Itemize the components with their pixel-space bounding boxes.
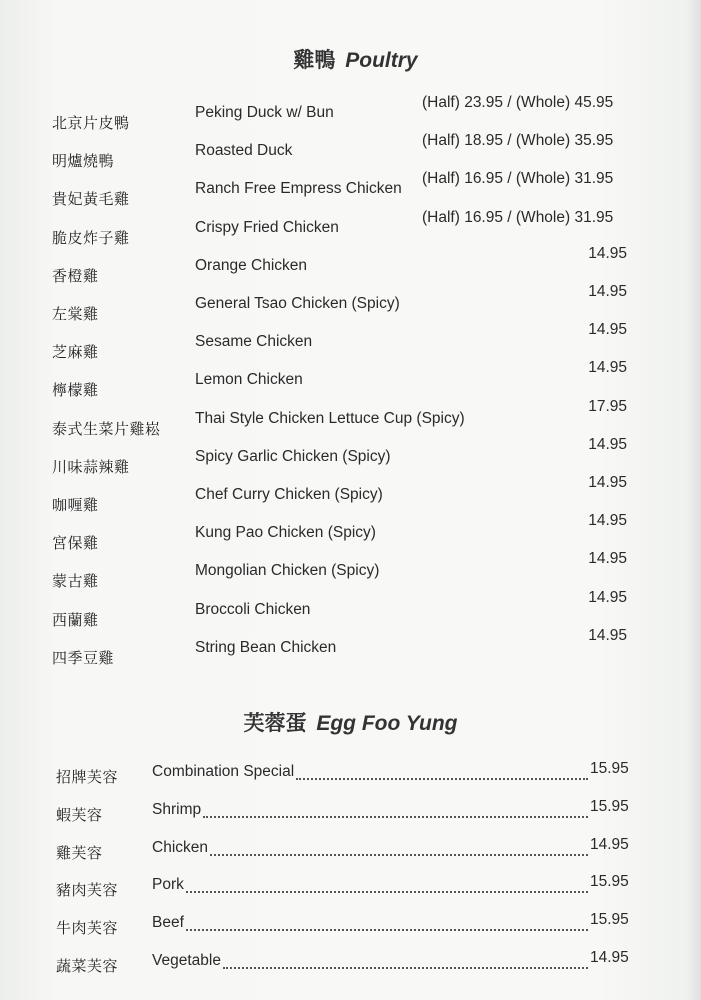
menu-item-name-zh: 明爐燒鴨 xyxy=(52,152,115,171)
menu-item-name-zh: 香橙雞 xyxy=(52,266,99,285)
menu-item-name-zh: 豬肉芙容 xyxy=(56,881,119,900)
menu-item-name-en: Orange Chicken xyxy=(195,256,308,274)
menu-item-price: (Half) 16.95 / (Whole) 31.95 xyxy=(422,208,614,226)
menu-item-name-en: Thai Style Chicken Lettuce Cup (Spicy) xyxy=(195,409,465,427)
menu-item-name-zh: 泰式生菜片雞崧 xyxy=(52,419,161,438)
menu-item-name-en: Sesame Chicken xyxy=(195,333,313,351)
dotted-leader xyxy=(296,778,588,780)
menu-item-name-en: Peking Duck w/ Bun xyxy=(195,104,334,121)
menu-item-price: 14.95 xyxy=(588,550,627,568)
menu-item-name-zh: 芝麻雞 xyxy=(52,343,99,362)
menu-item-price: 14.95 xyxy=(588,626,627,644)
dotted-leader xyxy=(210,854,588,856)
menu-item-row xyxy=(0,796,701,830)
menu-item-name-en: Lemon Chicken xyxy=(195,371,303,389)
menu-item-name-zh: 雞芙容 xyxy=(56,843,103,862)
menu-item-price: 14.95 xyxy=(588,512,627,530)
menu-item-name-en: Kung Pao Chicken (Spicy) xyxy=(195,524,376,542)
menu-item-name-zh: 檸檬雞 xyxy=(52,381,99,400)
dotted-leader xyxy=(186,929,588,931)
menu-item-price: 15.95 xyxy=(590,873,629,891)
menu-item-name-zh: 蔬菜芙容 xyxy=(56,957,119,975)
menu-item-name-en: Ranch Free Empress Chicken xyxy=(195,180,402,198)
menu-item-name-en: Crispy Fried Chicken xyxy=(195,218,339,236)
menu-item-row xyxy=(0,626,701,673)
menu-item-price: (Half) 18.95 / (Whole) 35.95 xyxy=(422,132,614,150)
menu-item-name-en: General Tsao Chicken (Spicy) xyxy=(195,295,400,312)
menu-item-price: 14.95 xyxy=(588,244,627,262)
menu-item-price: 14.95 xyxy=(590,949,629,966)
menu-item-name-zh: 左棠雞 xyxy=(52,305,99,323)
egg-foo-yung-title-en: Egg Foo Yung xyxy=(316,712,458,735)
menu-item-name-zh: 咖喱雞 xyxy=(52,496,99,514)
menu-item-row xyxy=(0,871,701,905)
menu-item-name-en: Roasted Duck xyxy=(195,142,293,160)
menu-item-name-en: Spicy Garlic Chicken (Spicy) xyxy=(195,447,391,465)
menu-item-name-zh: 蒙古雞 xyxy=(52,572,99,591)
poultry-title-zh: 雞鴨 xyxy=(293,49,336,72)
menu-item-price: 14.95 xyxy=(588,321,627,339)
menu-item-name-en: Chef Curry Chicken (Spicy) xyxy=(195,486,383,503)
menu-item-price: 14.95 xyxy=(588,474,627,491)
menu-item-name-en: Pork xyxy=(152,876,184,894)
menu-item-name-en: Broccoli Chicken xyxy=(195,600,311,618)
menu-item-row xyxy=(0,947,701,981)
menu-item-price: (Half) 16.95 / (Whole) 31.95 xyxy=(422,170,614,188)
poultry-title-en: Poultry xyxy=(345,49,418,72)
menu-item-price: 14.95 xyxy=(588,359,627,377)
menu-item-name-zh: 蝦芙容 xyxy=(56,805,103,824)
menu-item-name-zh: 招牌芙容 xyxy=(56,768,119,786)
menu-item-name-en: Vegetable xyxy=(152,952,221,969)
dotted-leader xyxy=(203,816,588,818)
poultry-section-title xyxy=(0,44,701,74)
menu-item-name-en: Beef xyxy=(152,914,184,932)
menu-item-row xyxy=(0,834,701,868)
dotted-leader xyxy=(223,967,588,969)
menu-item-name-zh: 宮保雞 xyxy=(52,534,99,553)
menu-item-name-zh: 川味蒜辣雞 xyxy=(52,457,130,476)
egg-foo-yung-section-title xyxy=(0,707,701,737)
menu-item-price: (Half) 23.95 / (Whole) 45.95 xyxy=(422,94,614,111)
menu-item-name-zh: 脆皮炸子雞 xyxy=(52,228,130,247)
menu-item-price: 14.95 xyxy=(590,835,629,853)
menu-item-price: 15.95 xyxy=(590,911,629,929)
menu-item-price: 15.95 xyxy=(590,760,629,777)
menu-item-price: 14.95 xyxy=(588,588,627,606)
menu-item-price: 14.95 xyxy=(588,283,627,300)
menu-item-row xyxy=(0,909,701,943)
egg-foo-yung-title-zh: 芙蓉蛋 xyxy=(243,712,307,735)
menu-item-price: 15.95 xyxy=(590,797,629,815)
menu-item-name-zh: 貴妃黃毛雞 xyxy=(52,190,130,209)
menu-item-name-zh: 四季豆雞 xyxy=(52,648,115,667)
menu-item-name-zh: 牛肉芙容 xyxy=(56,919,119,938)
menu-item-name-en: Mongolian Chicken (Spicy) xyxy=(195,562,380,580)
dotted-leader xyxy=(186,891,588,893)
menu-item-name-en: String Bean Chicken xyxy=(195,638,337,656)
menu-item-price: 17.95 xyxy=(588,397,627,415)
menu-item-name-zh: 北京片皮鴨 xyxy=(52,114,130,132)
menu-item-name-en: Combination Special xyxy=(152,763,295,780)
menu-item-row xyxy=(0,758,701,792)
menu-item-name-en: Shrimp xyxy=(152,800,202,818)
menu-item-name-zh: 西蘭雞 xyxy=(52,610,99,629)
menu-item-name-en: Chicken xyxy=(152,838,208,856)
menu-item-price: 14.95 xyxy=(588,435,627,453)
